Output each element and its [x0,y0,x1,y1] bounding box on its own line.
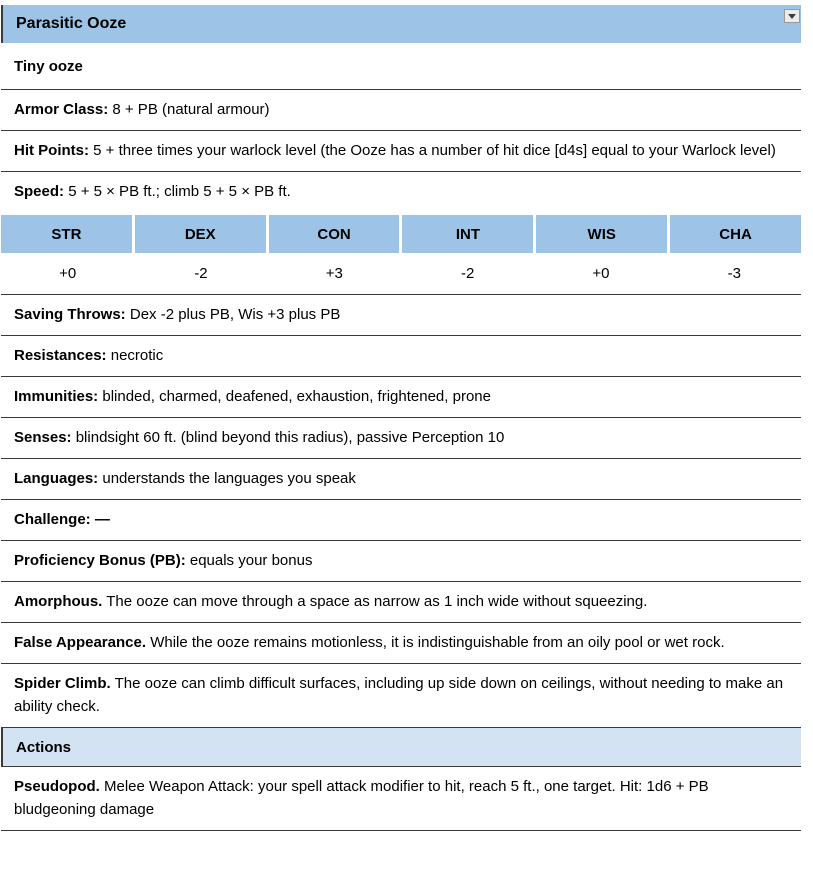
languages-value: understands the languages you speak [102,470,356,487]
ability-scores-table [1,212,801,295]
languages-label: Languages: [14,470,99,487]
actions-section-header [1,728,801,767]
trait-false-appearance-name: False Appearance. [14,634,147,651]
ability-wis-value: +0 [592,265,610,282]
action-pseudopod-text: Melee Weapon Attack: your spell attack modifier to hit, reach 5 ft., one target. Hit: 1d6 + PB bludgeoning damage [14,778,709,818]
creature-type: Tiny ooze [1,43,801,90]
ability-int-value: -2 [460,265,475,282]
challenge-label: Challenge: [14,511,91,528]
ability-header-row [1,212,801,253]
speed-value: 5 + 5 × PB ft.; climb 5 + 5 × PB ft. [68,183,291,200]
immunities-value: blinded, charmed, deafened, exhaustion, frightened, prone [102,388,491,405]
collapse-toggle-button[interactable] [784,9,800,23]
trait-amorphous-row [1,582,801,623]
languages-row [1,459,801,500]
challenge-row [1,500,801,541]
ability-cha-value: -3 [727,265,741,282]
saving-throws-value: Dex -2 plus PB, Wis +3 plus PB [129,306,341,323]
senses-value: blindsight 60 ft. (blind beyond this radius), passive Perception 10 [75,429,505,446]
trait-spider-climb-row [1,664,801,728]
senses-row [1,418,801,459]
ability-str-value: +0 [59,265,77,282]
saving-throws-label: Saving Throws: [14,306,126,323]
immunities-row [1,377,801,418]
ability-values-row [1,253,801,295]
armor-class-value: 8 + PB (natural armour) [112,101,270,118]
trait-spider-climb-name: Spider Climb. [14,675,111,692]
trait-amorphous-name: Amorphous. [14,593,103,610]
trait-false-appearance-text: While the ooze remains motionless, it is indistinguishable from an oily pool or wet rock. [150,634,725,651]
hit-points-label: Hit Points: [14,142,89,159]
ability-wis-header: WIS [536,215,667,253]
speed-row [1,172,801,212]
trait-amorphous-text: The ooze can move through a space as narrow as 1 inch wide without squeezing. [106,593,648,610]
challenge-value: — [94,511,110,528]
ability-dex-header: DEX [135,215,266,253]
ability-str-header: STR [1,215,132,253]
ability-con-value: +3 [325,265,343,282]
proficiency-bonus-row [1,541,801,582]
action-pseudopod-row [1,767,801,831]
ability-int-header: INT [402,215,533,253]
trait-false-appearance-row [1,623,801,664]
armor-class-row [1,90,801,131]
senses-label: Senses: [14,429,72,446]
hit-points-value: 5 + three times your warlock level (the Ooze has a number of hit dice [d4s] equal to your Warlock level) [93,142,776,159]
saving-throws-row [1,295,801,336]
creature-name: Parasitic Ooze [16,15,127,32]
creature-statblock [1,5,801,831]
proficiency-bonus-value: equals your bonus [189,552,313,569]
action-pseudopod-name: Pseudopod. [14,778,100,795]
armor-class-label: Armor Class: [14,101,109,118]
resistances-row [1,336,801,377]
speed-label: Speed: [14,183,65,200]
ability-cha-header: CHA [670,215,801,253]
trait-spider-climb-text: The ooze can climb difficult surfaces, including up side down on ceilings, without needing to make an ability check. [14,675,784,715]
statblock-title-bar [1,5,801,43]
resistances-label: Resistances: [14,347,107,364]
hit-points-row [1,131,801,172]
actions-header-label: Actions [16,738,72,756]
ability-con-header: CON [269,215,400,253]
resistances-value: necrotic [110,347,164,364]
ability-dex-value: -2 [194,265,208,282]
immunities-label: Immunities: [14,388,99,405]
proficiency-bonus-label: Proficiency Bonus (PB): [14,552,186,569]
triangle-down-icon [788,14,796,19]
